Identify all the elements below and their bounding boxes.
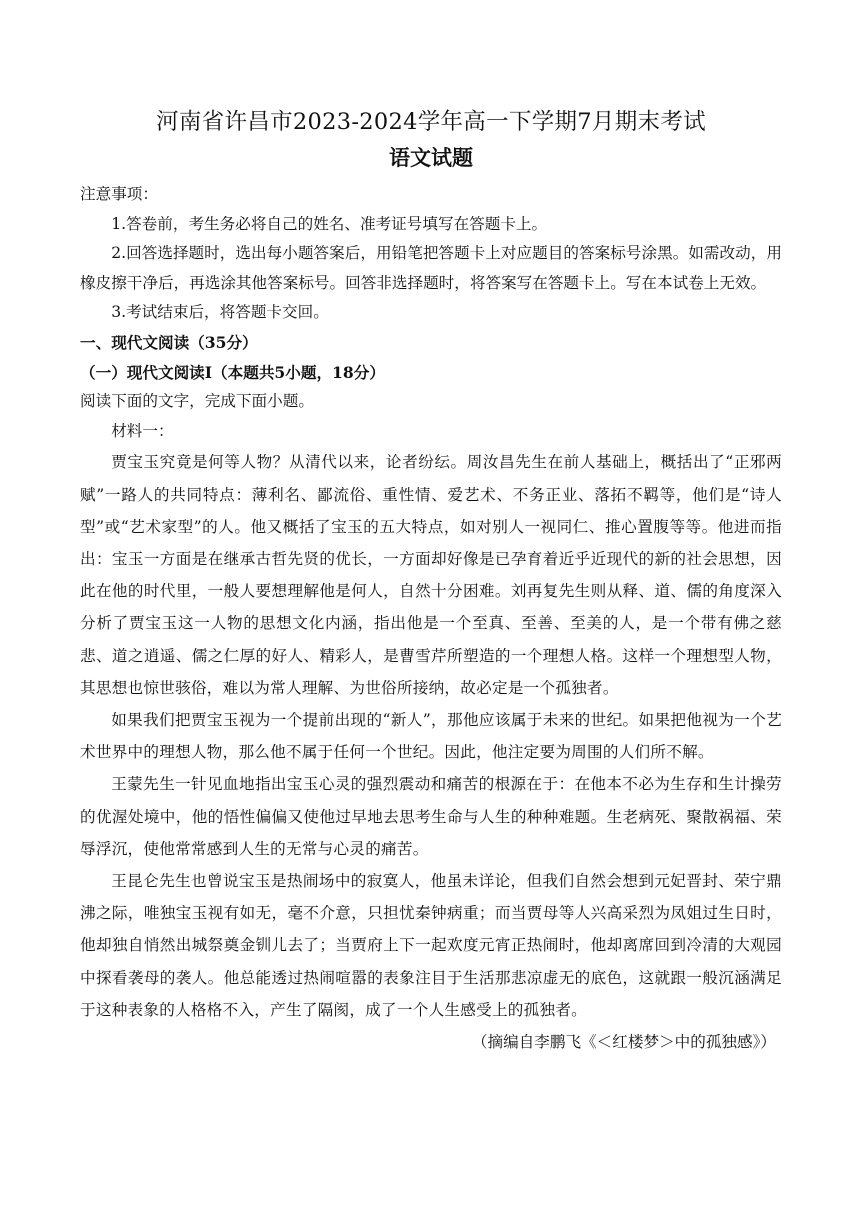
material-paragraph: 王蒙先生一针见血地指出宝玉心灵的强烈震动和痛苦的根源在于：在他本不必为生存和生计操劳的优渥处境中，他的悟性偏偏又使他过早地去思考生命与人生的种种难题。生老病死、聚散祸福、荣辱浮沉，使他常常感到人生的无常与心灵的痛苦。 xyxy=(80,775,782,858)
notice-block xyxy=(80,180,782,328)
material-paragraph: 如果我们把贾宝玉视为一个提前出现的“新人”，那他应该属于未来的世纪。如果把他视为一个艺术世界中的理想人物，那么他不属于任何一个世纪。因此，他注定要为周围的人们所不解。 xyxy=(80,710,782,762)
section-sub-heading: （一）现代文阅读Ⅰ（本题共5小题，18分） xyxy=(80,362,385,382)
material-paragraph: 贾宝玉究竟是何等人物？从清代以来，论者纷纭。周汝昌先生在前人基础上，概括出了“正邪两赋”一路人的共同特点：薄利名、鄙流俗、重性情、爱艺术、不务正业、落拓不羁等，他们是“诗人型”或“艺术家型”的人。他又概括了宝玉的五大特点，如对别人一视同仁、推心置腹等等。他进而指出：宝玉一方面是在继承古哲先贤的优长，一方面却好像是已孕育着近乎近现代的新的社会思想，因此在他的时代里，一般人要想理解他是何人，自然十分困难。刘再复先生则从释、道、儒的角度深入分析了贾宝玉这一人物的思想文化内涵，指出他是一个至真、至善、至美的人，是一个带有佛之慈悲、道之逍遥、儒之仁厚的好人、精彩人，是曹雪芹所塑造的一个理想人格。这样一个理想型人物，其思想也惊世骇俗，难以为常人理解、为世俗所接纳，故必定是一个孤独者。 xyxy=(80,453,782,697)
material-paragraph: 王昆仑先生也曾说宝玉是热闹场中的寂寞人，他虽未详论，但我们自然会想到元妃晋封、荣宁鼎沸之际，唯独宝玉视有如无，毫不介意，只担忧秦钟病重；而当贾母等人兴高采烈为凤姐过生日时，他却独自悄然出城祭奠金钏儿去了；当贾府上下一起欢度元宵正热闹时，他却离席回到冷清的大观园中探看袭母的袭人。他总能透过热闹喧嚣的表象注目于生活那悲凉虚无的底色，这就跟一般沉涵满足于这种表象的人格格不入，产生了隔阂，成了一个人生感受上的孤独者。 xyxy=(80,871,782,1019)
exam-title: 河南省许昌市2023-2024学年高一下学期7月期末考试 xyxy=(156,109,706,135)
notice-heading: 注意事项： xyxy=(80,185,158,203)
reading-section xyxy=(80,328,782,1058)
material-label: 材料一： xyxy=(111,421,174,440)
source-citation: （摘编自李鹏飞《＜红楼梦＞中的孤独感》） xyxy=(471,1033,776,1051)
notice-item: 1.答卷前，考生务必将自己的姓名、准考证号填写在答题卡上。 xyxy=(111,214,548,233)
notice-item: 3.考试结束后，将答题卡交回。 xyxy=(111,303,329,322)
exam-subtitle: 语文试题 xyxy=(389,145,473,170)
notice-item: 2.回答选择题时，选出每小题答案后，用铅笔把答题卡上对应题目的答案标号涂黑。如需改动，用橡皮擦干净后，再选涂其他答案标号。回答非选择题时，将答案写在答题卡上。写在本试卷上无效。 xyxy=(80,244,782,292)
section-instruction: 阅读下面的文字，完成下面小题。 xyxy=(80,392,314,411)
section-heading: 一、现代文阅读（35分） xyxy=(80,332,258,352)
exam-page xyxy=(80,104,782,1058)
